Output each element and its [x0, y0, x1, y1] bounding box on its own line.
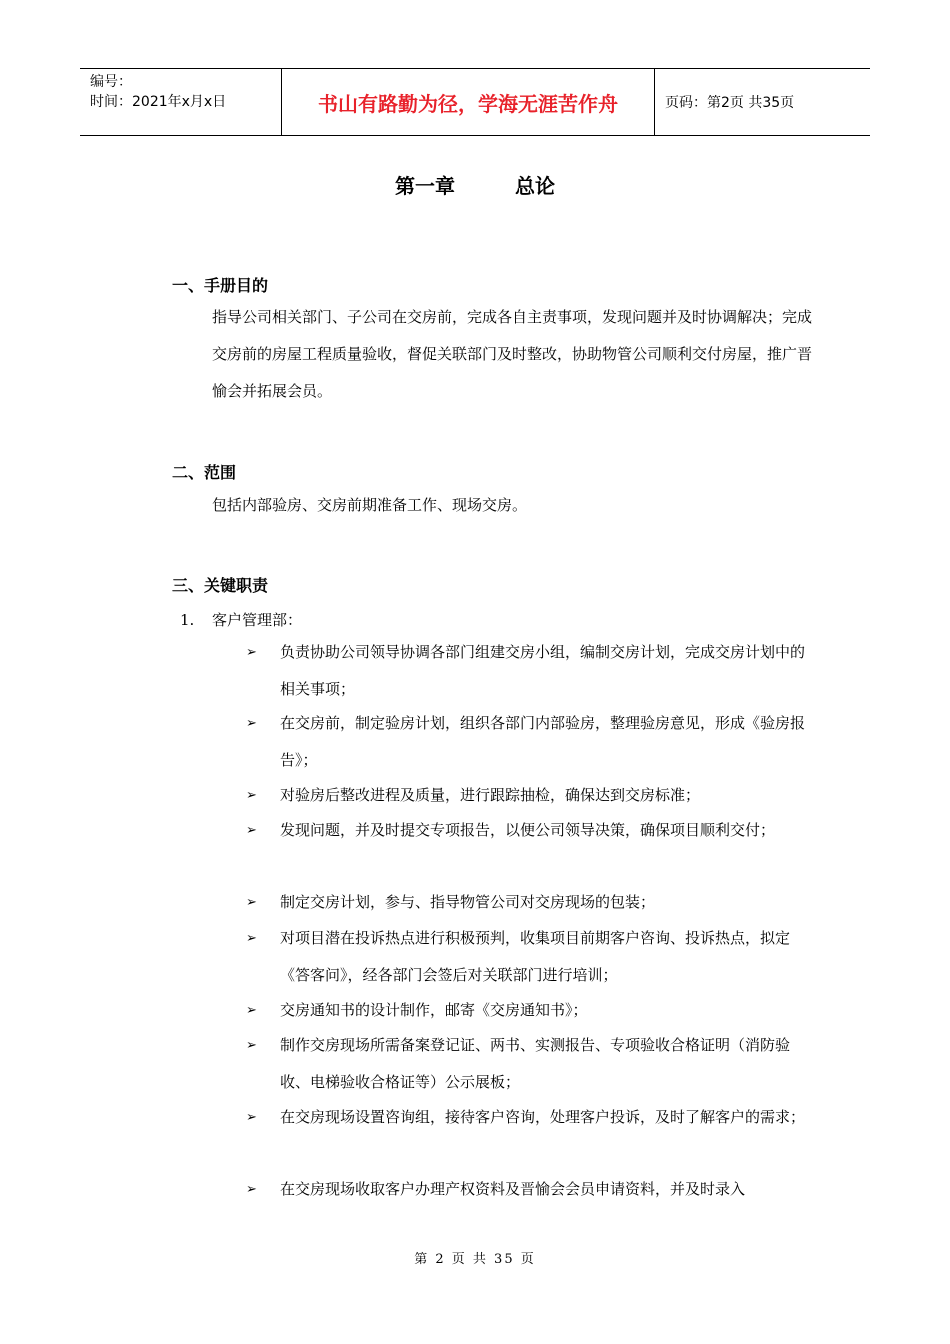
- section-heading: 一、手册目的: [172, 276, 269, 295]
- list-item: [246, 634, 816, 708]
- arrow-bullet-icon: ➢: [246, 716, 257, 731]
- document-header: [80, 68, 870, 136]
- arrow-bullet-icon: ➢: [246, 645, 257, 660]
- list-item-text: 对项目潜在投诉热点进行积极预判，收集项目前期客户咨询、投诉热点，拟定《答客问》，经各部门会签后对关联部门进行培训；: [280, 929, 791, 984]
- arrow-bullet-icon: ➢: [246, 1182, 257, 1197]
- page-footer: 第 2 页 共 35 页: [414, 1252, 536, 1267]
- list-item: [246, 705, 816, 779]
- duty-item-number: 1.: [180, 611, 195, 629]
- arrow-bullet-icon: ➢: [246, 931, 257, 946]
- list-item: [246, 1027, 816, 1101]
- arrow-bullet-icon: ➢: [246, 823, 257, 838]
- list-item-text: 在交房现场收取客户办理产权资料及晋愉会会员申请资料，并及时录入: [280, 1180, 746, 1198]
- arrow-bullet-icon: ➢: [246, 1110, 257, 1125]
- list-item: [246, 777, 816, 814]
- list-item: [246, 992, 816, 1029]
- arrow-bullet-icon: ➢: [246, 1003, 257, 1018]
- list-item-text: 制作交房现场所需备案登记证、两书、实测报告、专项验收合格证明（消防验收、电梯验收合格证等）公示展板；: [280, 1036, 791, 1091]
- list-item-text: 交房通知书的设计制作，邮寄《交房通知书》；: [280, 1001, 588, 1019]
- list-item-text: 在交房前，制定验房计划，组织各部门内部验房，整理验房意见，形成《验房报告》；: [280, 714, 806, 769]
- section-paragraph: 指导公司相关部门、子公司在交房前，完成各自主责事项，发现问题并及时协调解决；完成交房前的房屋工程质量验收，督促关联部门及时整改，协助物管公司顺利交付房屋，推广晋愉会并拓展会员。: [212, 308, 813, 400]
- arrow-bullet-icon: ➢: [246, 788, 257, 803]
- arrow-bullet-icon: ➢: [246, 1038, 257, 1053]
- list-item-text: 对验房后整改进程及质量，进行跟踪抽检，确保达到交房标准；: [280, 786, 701, 804]
- chapter-name: 总论: [515, 174, 555, 198]
- section-heading: 二、范围: [172, 463, 237, 482]
- list-item: [246, 884, 816, 921]
- header-motto: 书山有路勤为径，学海无涯苦作舟: [282, 69, 655, 135]
- section-heading: 三、关键职责: [172, 576, 269, 595]
- list-item-text: 发现问题，并及时提交专项报告，以便公司领导决策，确保项目顺利交付；: [280, 821, 776, 839]
- list-item-text: 在交房现场设置咨询组，接待客户咨询，处理客户投诉，及时了解客户的需求；: [280, 1108, 806, 1126]
- list-item-text: 制定交房计划，参与、指导物管公司对交房现场的包装；: [280, 893, 656, 911]
- duty-item-label: 客户管理部：: [212, 611, 303, 629]
- number-label: 编号：: [90, 74, 132, 90]
- header-page-info: 页码：第2页 共35页: [665, 95, 795, 111]
- chapter-number: 第一章: [395, 174, 455, 198]
- list-item: [246, 1171, 816, 1208]
- list-item: [246, 920, 816, 994]
- list-item: [246, 812, 816, 849]
- chapter-title: [0, 170, 950, 199]
- section-paragraph: 包括内部验房、交房前期准备工作、现场交房。: [212, 496, 528, 514]
- list-item: [246, 1099, 816, 1136]
- list-item-text: 负责协助公司领导协调各部门组建交房小组，编制交房计划，完成交房计划中的相关事项；: [280, 643, 806, 698]
- header-meta: [80, 69, 282, 135]
- duty-item: [180, 609, 302, 630]
- arrow-bullet-icon: ➢: [246, 895, 257, 910]
- time-label: 时间：2021年x月x日: [90, 94, 227, 110]
